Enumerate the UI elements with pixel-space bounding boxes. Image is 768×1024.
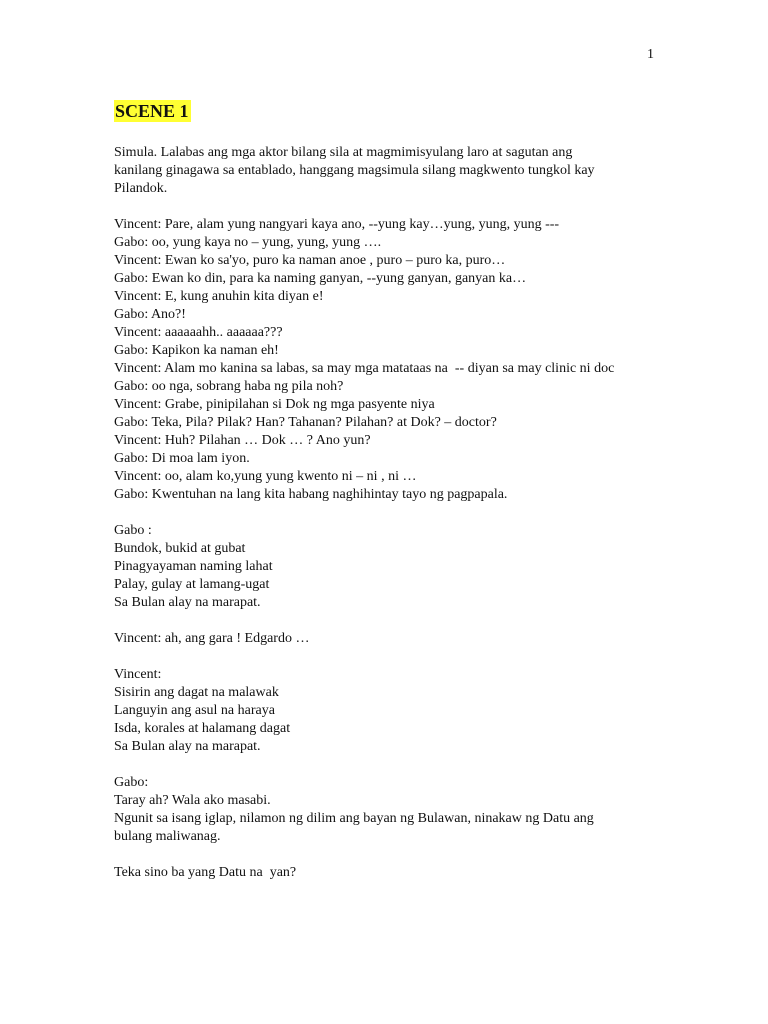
- script-line: Vincent: E, kung anuhin kita diyan e!: [114, 289, 324, 304]
- script-paragraph: [114, 864, 674, 882]
- script-paragraph: [114, 666, 674, 756]
- script-paragraph: [114, 522, 674, 612]
- script-body: [114, 144, 674, 900]
- script-line: Sa Bulan alay na marapat.: [114, 739, 261, 754]
- script-line: Gabo: Kwentuhan na lang kita habang naghihintay tayo ng pagpapala.: [114, 487, 508, 502]
- script-line: Gabo: Teka, Pila? Pilak? Han? Tahanan? Pilahan? at Dok? – doctor?: [114, 415, 497, 430]
- script-line: Vincent:: [114, 667, 162, 682]
- script-line: Sisirin ang dagat na malawak: [114, 685, 279, 700]
- script-line: Teka sino ba yang Datu na yan?: [114, 865, 297, 880]
- script-line: Sa Bulan alay na marapat.: [114, 595, 261, 610]
- script-line: Vincent: Huh? Pilahan … Dok … ? Ano yun?: [114, 433, 371, 448]
- script-line: Taray ah? Wala ako masabi.: [114, 793, 271, 808]
- script-line: Gabo: Ewan ko din, para ka naming ganyan, --yung ganyan, ganyan ka…: [114, 271, 527, 286]
- page-number: 1: [647, 47, 654, 62]
- script-line: Languyin ang asul na haraya: [114, 703, 275, 718]
- script-line: kanilang ginagawa sa entablado, hanggang magsimula silang magkwento tungkol kay: [114, 163, 595, 178]
- script-paragraph: [114, 216, 674, 504]
- script-line: bulang maliwanag.: [114, 829, 221, 844]
- script-line: Vincent: aaaaaahh.. aaaaaa???: [114, 325, 283, 340]
- script-paragraph: [114, 774, 674, 846]
- script-line: Vincent: oo, alam ko,yung yung kwento ni – ni , ni …: [114, 469, 417, 484]
- script-line: Pilandok.: [114, 181, 168, 196]
- script-line: Gabo :: [114, 523, 152, 538]
- script-line: Vincent: ah, ang gara ! Edgardo …: [114, 631, 310, 646]
- script-line: Pinagyayaman naming lahat: [114, 559, 273, 574]
- script-line: Vincent: Pare, alam yung nangyari kaya ano, --yung kay…yung, yung, yung ---: [114, 217, 560, 232]
- script-line: Gabo: Di moa lam iyon.: [114, 451, 250, 466]
- script-paragraph: [114, 144, 674, 198]
- script-line: Palay, gulay at lamang-ugat: [114, 577, 270, 592]
- script-line: Isda, korales at halamang dagat: [114, 721, 291, 736]
- script-line: Vincent: Grabe, pinipilahan si Dok ng mga pasyente niya: [114, 397, 435, 412]
- script-line: Bundok, bukid at gubat: [114, 541, 246, 556]
- script-line: Gabo: oo nga, sobrang haba ng pila noh?: [114, 379, 344, 394]
- script-line: Simula. Lalabas ang mga aktor bilang sila at magmimisyulang laro at sagutan ang: [114, 145, 573, 160]
- script-line: Gabo: Kapikon ka naman eh!: [114, 343, 279, 358]
- script-line: Gabo: oo, yung kaya no – yung, yung, yung ….: [114, 235, 382, 250]
- script-line: Vincent: Ewan ko sa'yo, puro ka naman anoe , puro – puro ka, puro…: [114, 253, 506, 268]
- script-paragraph: [114, 630, 674, 648]
- script-line: Gabo:: [114, 775, 149, 790]
- script-line: Gabo: Ano?!: [114, 307, 186, 322]
- scene-heading: SCENE 1: [115, 101, 189, 121]
- script-line: Vincent: Alam mo kanina sa labas, sa may mga matataas na -- diyan sa may clinic ni doc: [114, 361, 615, 376]
- script-line: Ngunit sa isang iglap, nilamon ng dilim ang bayan ng Bulawan, ninakaw ng Datu ang: [114, 811, 594, 826]
